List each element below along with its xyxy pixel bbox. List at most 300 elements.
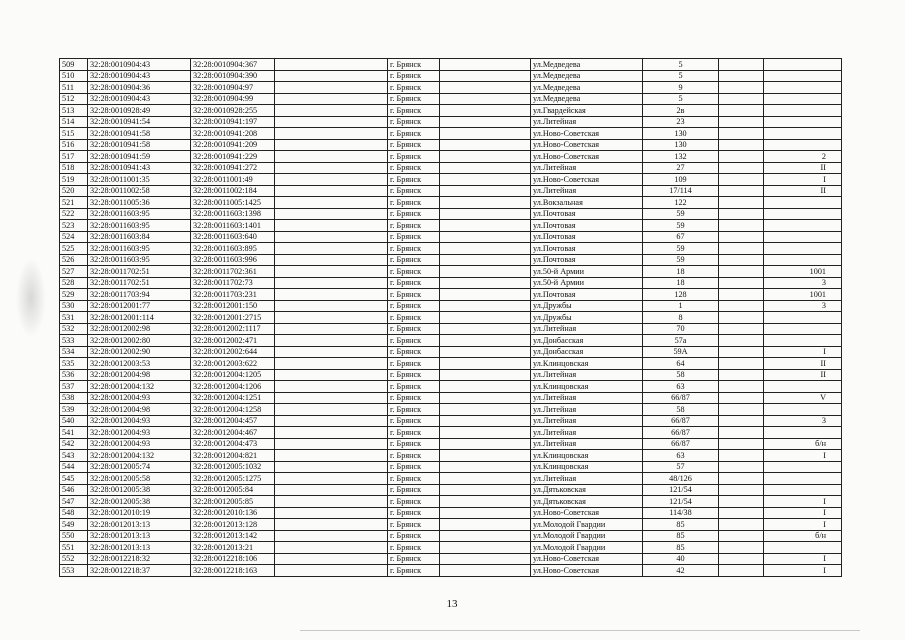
note-cell xyxy=(764,243,842,255)
street-cell: ул.Клинцовская xyxy=(531,381,643,393)
city-cell: г. Брянск xyxy=(388,139,440,151)
table-row xyxy=(60,427,842,439)
blank-column-cell xyxy=(719,507,764,519)
house-number-cell: 8 xyxy=(643,312,719,324)
house-number-cell: 59 xyxy=(643,243,719,255)
note-cell xyxy=(764,335,842,347)
row-number-cell: 528 xyxy=(60,277,88,289)
blank-column-cell xyxy=(275,323,388,335)
table-row xyxy=(60,565,842,577)
land-cadastral-number-cell: 32:28:0010941:59 xyxy=(88,151,191,163)
blank-column-cell xyxy=(440,93,531,105)
land-cadastral-number-cell: 32:28:0011603:95 xyxy=(88,220,191,232)
street-cell: ул.Дятьковская xyxy=(531,484,643,496)
blank-column-cell xyxy=(719,162,764,174)
blank-column-cell xyxy=(275,335,388,347)
street-cell: ул.Дружбы xyxy=(531,300,643,312)
note-cell: 3 xyxy=(764,415,842,427)
note-cell xyxy=(764,197,842,209)
row-number-cell: 547 xyxy=(60,496,88,508)
object-cadastral-number-cell: 32:28:0010941:197 xyxy=(191,116,275,128)
blank-column-cell xyxy=(440,404,531,416)
land-cadastral-number-cell: 32:28:0010904:36 xyxy=(88,82,191,94)
blank-column-cell xyxy=(719,519,764,531)
blank-column-cell xyxy=(719,277,764,289)
city-cell: г. Брянск xyxy=(388,519,440,531)
note-cell: II xyxy=(764,358,842,370)
note-cell: II xyxy=(764,369,842,381)
land-cadastral-number-cell: 32:28:0012005:74 xyxy=(88,461,191,473)
object-cadastral-number-cell: 32:28:0012013:21 xyxy=(191,542,275,554)
row-number-cell: 542 xyxy=(60,438,88,450)
blank-column-cell xyxy=(440,473,531,485)
blank-column-cell xyxy=(719,185,764,197)
blank-column-cell xyxy=(719,530,764,542)
land-cadastral-number-cell: 32:28:0011603:95 xyxy=(88,208,191,220)
note-cell xyxy=(764,542,842,554)
row-number-cell: 552 xyxy=(60,553,88,565)
city-cell: г. Брянск xyxy=(388,427,440,439)
object-cadastral-number-cell: 32:28:0010904:97 xyxy=(191,82,275,94)
table-row xyxy=(60,484,842,496)
note-cell: б/н xyxy=(764,438,842,450)
note-cell: II xyxy=(764,162,842,174)
city-cell: г. Брянск xyxy=(388,82,440,94)
note-cell xyxy=(764,105,842,117)
blank-column-cell xyxy=(275,519,388,531)
blank-column-cell xyxy=(275,484,388,496)
house-number-cell: 85 xyxy=(643,542,719,554)
table-row xyxy=(60,392,842,404)
city-cell: г. Брянск xyxy=(388,105,440,117)
land-cadastral-number-cell: 32:28:0012013:13 xyxy=(88,542,191,554)
table-row xyxy=(60,197,842,209)
object-cadastral-number-cell: 32:28:0012218:163 xyxy=(191,565,275,577)
note-cell xyxy=(764,116,842,128)
city-cell: г. Брянск xyxy=(388,565,440,577)
note-cell xyxy=(764,231,842,243)
note-cell: 2 xyxy=(764,151,842,163)
street-cell: ул.Гвардейская xyxy=(531,105,643,117)
blank-column-cell xyxy=(719,197,764,209)
blank-column-cell xyxy=(275,427,388,439)
city-cell: г. Брянск xyxy=(388,300,440,312)
blank-column-cell xyxy=(275,116,388,128)
note-cell xyxy=(764,208,842,220)
land-cadastral-number-cell: 32:28:0012005:58 xyxy=(88,473,191,485)
city-cell: г. Брянск xyxy=(388,507,440,519)
city-cell: г. Брянск xyxy=(388,473,440,485)
table-body xyxy=(60,59,842,577)
note-cell xyxy=(764,404,842,416)
city-cell: г. Брянск xyxy=(388,70,440,82)
house-number-cell: 63 xyxy=(643,381,719,393)
table-row xyxy=(60,266,842,278)
object-cadastral-number-cell: 32:28:0012005:1275 xyxy=(191,473,275,485)
object-cadastral-number-cell: 32:28:0012005:85 xyxy=(191,496,275,508)
blank-column-cell xyxy=(440,369,531,381)
city-cell: г. Брянск xyxy=(388,369,440,381)
object-cadastral-number-cell: 32:28:0012004:467 xyxy=(191,427,275,439)
object-cadastral-number-cell: 32:28:0012003:622 xyxy=(191,358,275,370)
house-number-cell: 42 xyxy=(643,565,719,577)
object-cadastral-number-cell: 32:28:0012004:821 xyxy=(191,450,275,462)
table-row xyxy=(60,335,842,347)
city-cell: г. Брянск xyxy=(388,530,440,542)
object-cadastral-number-cell: 32:28:0010904:99 xyxy=(191,93,275,105)
note-cell: I xyxy=(764,519,842,531)
blank-column-cell xyxy=(719,312,764,324)
blank-column-cell xyxy=(719,93,764,105)
land-cadastral-number-cell: 32:28:0012003:53 xyxy=(88,358,191,370)
house-number-cell: 70 xyxy=(643,323,719,335)
row-number-cell: 529 xyxy=(60,289,88,301)
row-number-cell: 514 xyxy=(60,116,88,128)
blank-column-cell xyxy=(440,82,531,94)
house-number-cell: 27 xyxy=(643,162,719,174)
house-number-cell: 128 xyxy=(643,289,719,301)
city-cell: г. Брянск xyxy=(388,128,440,140)
row-number-cell: 512 xyxy=(60,93,88,105)
scan-smudge xyxy=(16,258,46,338)
blank-column-cell xyxy=(719,496,764,508)
object-cadastral-number-cell: 32:28:0012004:1258 xyxy=(191,404,275,416)
row-number-cell: 551 xyxy=(60,542,88,554)
city-cell: г. Брянск xyxy=(388,346,440,358)
object-cadastral-number-cell: 32:28:0012004:457 xyxy=(191,415,275,427)
blank-column-cell xyxy=(719,484,764,496)
city-cell: г. Брянск xyxy=(388,553,440,565)
land-cadastral-number-cell: 32:28:0010941:43 xyxy=(88,162,191,174)
table-row xyxy=(60,404,842,416)
house-number-cell: 130 xyxy=(643,128,719,140)
blank-column-cell xyxy=(275,162,388,174)
blank-column-cell xyxy=(440,300,531,312)
object-cadastral-number-cell: 32:28:0012013:142 xyxy=(191,530,275,542)
street-cell: ул.Ново-Советская xyxy=(531,139,643,151)
land-cadastral-number-cell: 32:28:0010904:43 xyxy=(88,59,191,71)
row-number-cell: 539 xyxy=(60,404,88,416)
house-number-cell: 57а xyxy=(643,335,719,347)
blank-column-cell xyxy=(440,312,531,324)
city-cell: г. Брянск xyxy=(388,151,440,163)
blank-column-cell xyxy=(440,243,531,255)
note-cell xyxy=(764,473,842,485)
blank-column-cell xyxy=(440,323,531,335)
table-row xyxy=(60,139,842,151)
blank-column-cell xyxy=(719,128,764,140)
row-number-cell: 535 xyxy=(60,358,88,370)
street-cell: ул.Ново-Советская xyxy=(531,128,643,140)
land-cadastral-number-cell: 32:28:0012002:90 xyxy=(88,346,191,358)
blank-column-cell xyxy=(719,266,764,278)
house-number-cell: 48/126 xyxy=(643,473,719,485)
street-cell: ул.Литейная xyxy=(531,116,643,128)
row-number-cell: 537 xyxy=(60,381,88,393)
object-cadastral-number-cell: 32:28:0010941:272 xyxy=(191,162,275,174)
city-cell: г. Брянск xyxy=(388,243,440,255)
street-cell: ул.Почтовая xyxy=(531,220,643,232)
land-cadastral-number-cell: 32:28:0012218:32 xyxy=(88,553,191,565)
blank-column-cell xyxy=(275,530,388,542)
blank-column-cell xyxy=(719,565,764,577)
street-cell: ул.Дятьковская xyxy=(531,496,643,508)
land-cadastral-number-cell: 32:28:0012004:132 xyxy=(88,450,191,462)
house-number-cell: 57 xyxy=(643,461,719,473)
object-cadastral-number-cell: 32:28:0012004:1251 xyxy=(191,392,275,404)
house-number-cell: 5 xyxy=(643,59,719,71)
object-cadastral-number-cell: 32:28:0010941:229 xyxy=(191,151,275,163)
table-row xyxy=(60,542,842,554)
city-cell: г. Брянск xyxy=(388,392,440,404)
city-cell: г. Брянск xyxy=(388,542,440,554)
blank-column-cell xyxy=(719,392,764,404)
blank-column-cell xyxy=(275,392,388,404)
table-row xyxy=(60,231,842,243)
row-number-cell: 518 xyxy=(60,162,88,174)
street-cell: ул.Молодой Гвардии xyxy=(531,542,643,554)
page-number: 13 xyxy=(446,598,458,610)
note-cell: I xyxy=(764,507,842,519)
note-cell: I xyxy=(764,496,842,508)
street-cell: ул.Литейная xyxy=(531,404,643,416)
table-row xyxy=(60,162,842,174)
row-number-cell: 544 xyxy=(60,461,88,473)
blank-column-cell xyxy=(719,70,764,82)
blank-column-cell xyxy=(440,438,531,450)
table-row xyxy=(60,208,842,220)
note-cell xyxy=(764,323,842,335)
note-cell xyxy=(764,128,842,140)
blank-column-cell xyxy=(440,208,531,220)
blank-column-cell xyxy=(440,381,531,393)
table-row xyxy=(60,254,842,266)
note-cell: 1001 xyxy=(764,289,842,301)
street-cell: ул.Ново-Советская xyxy=(531,151,643,163)
blank-column-cell xyxy=(440,162,531,174)
object-cadastral-number-cell: 32:28:0012005:1032 xyxy=(191,461,275,473)
blank-column-cell xyxy=(440,507,531,519)
blank-column-cell xyxy=(719,300,764,312)
street-cell: ул.Литейная xyxy=(531,427,643,439)
blank-column-cell xyxy=(719,105,764,117)
house-number-cell: 85 xyxy=(643,519,719,531)
blank-column-cell xyxy=(719,381,764,393)
blank-column-cell xyxy=(440,461,531,473)
row-number-cell: 549 xyxy=(60,519,88,531)
blank-column-cell xyxy=(440,105,531,117)
city-cell: г. Брянск xyxy=(388,312,440,324)
object-cadastral-number-cell: 32:28:0012002:471 xyxy=(191,335,275,347)
city-cell: г. Брянск xyxy=(388,220,440,232)
note-cell: I xyxy=(764,553,842,565)
blank-column-cell xyxy=(440,70,531,82)
note-cell: II xyxy=(764,185,842,197)
street-cell: ул.Клинцовская xyxy=(531,358,643,370)
street-cell: ул.Литейная xyxy=(531,438,643,450)
object-cadastral-number-cell: 32:28:0011603:640 xyxy=(191,231,275,243)
table-row xyxy=(60,70,842,82)
blank-column-cell xyxy=(275,381,388,393)
object-cadastral-number-cell: 32:28:0010928:255 xyxy=(191,105,275,117)
blank-column-cell xyxy=(719,289,764,301)
house-number-cell: 17/114 xyxy=(643,185,719,197)
house-number-cell: 122 xyxy=(643,197,719,209)
land-cadastral-number-cell: 32:28:0011603:84 xyxy=(88,231,191,243)
blank-column-cell xyxy=(440,266,531,278)
blank-column-cell xyxy=(719,59,764,71)
blank-column-cell xyxy=(440,277,531,289)
city-cell: г. Брянск xyxy=(388,185,440,197)
blank-column-cell xyxy=(275,220,388,232)
city-cell: г. Брянск xyxy=(388,93,440,105)
blank-column-cell xyxy=(440,151,531,163)
table-row xyxy=(60,289,842,301)
note-cell xyxy=(764,312,842,324)
blank-column-cell xyxy=(440,484,531,496)
table-row xyxy=(60,300,842,312)
city-cell: г. Брянск xyxy=(388,461,440,473)
row-number-cell: 553 xyxy=(60,565,88,577)
street-cell: ул.Дружбы xyxy=(531,312,643,324)
blank-column-cell xyxy=(719,254,764,266)
row-number-cell: 509 xyxy=(60,59,88,71)
blank-column-cell xyxy=(275,82,388,94)
blank-column-cell xyxy=(719,461,764,473)
blank-column-cell xyxy=(275,277,388,289)
table-row xyxy=(60,312,842,324)
land-cadastral-number-cell: 32:28:0011005:36 xyxy=(88,197,191,209)
blank-column-cell xyxy=(719,335,764,347)
row-number-cell: 525 xyxy=(60,243,88,255)
row-number-cell: 541 xyxy=(60,427,88,439)
blank-column-cell xyxy=(719,450,764,462)
note-cell: I xyxy=(764,346,842,358)
land-cadastral-number-cell: 32:28:0010941:54 xyxy=(88,116,191,128)
row-number-cell: 521 xyxy=(60,197,88,209)
row-number-cell: 517 xyxy=(60,151,88,163)
row-number-cell: 527 xyxy=(60,266,88,278)
table-row xyxy=(60,82,842,94)
object-cadastral-number-cell: 32:28:0011703:231 xyxy=(191,289,275,301)
blank-column-cell xyxy=(440,254,531,266)
blank-column-cell xyxy=(719,174,764,186)
house-number-cell: 121/54 xyxy=(643,496,719,508)
blank-column-cell xyxy=(719,553,764,565)
blank-column-cell xyxy=(719,473,764,485)
street-cell: ул.Литейная xyxy=(531,323,643,335)
blank-column-cell xyxy=(440,289,531,301)
blank-column-cell xyxy=(719,231,764,243)
street-cell: ул.Почтовая xyxy=(531,243,643,255)
house-number-cell: 5 xyxy=(643,93,719,105)
blank-column-cell xyxy=(719,323,764,335)
blank-column-cell xyxy=(719,116,764,128)
blank-column-cell xyxy=(275,358,388,370)
object-cadastral-number-cell: 32:28:0012218:106 xyxy=(191,553,275,565)
row-number-cell: 526 xyxy=(60,254,88,266)
city-cell: г. Брянск xyxy=(388,381,440,393)
table-row xyxy=(60,116,842,128)
table-row xyxy=(60,519,842,531)
object-cadastral-number-cell: 32:28:0010941:208 xyxy=(191,128,275,140)
row-number-cell: 540 xyxy=(60,415,88,427)
land-cadastral-number-cell: 32:28:0011702:51 xyxy=(88,266,191,278)
object-cadastral-number-cell: 32:28:0011603:1398 xyxy=(191,208,275,220)
house-number-cell: 67 xyxy=(643,231,719,243)
city-cell: г. Брянск xyxy=(388,415,440,427)
blank-column-cell xyxy=(719,358,764,370)
house-number-cell: 59 xyxy=(643,254,719,266)
blank-column-cell xyxy=(275,105,388,117)
table-row xyxy=(60,174,842,186)
city-cell: г. Брянск xyxy=(388,404,440,416)
table-row xyxy=(60,243,842,255)
land-cadastral-number-cell: 32:28:0011703:94 xyxy=(88,289,191,301)
table-row xyxy=(60,473,842,485)
table-row xyxy=(60,358,842,370)
table-row xyxy=(60,59,842,71)
street-cell: ул.Ново-Советская xyxy=(531,565,643,577)
blank-column-cell xyxy=(275,93,388,105)
land-cadastral-number-cell: 32:28:0010928:49 xyxy=(88,105,191,117)
object-cadastral-number-cell: 32:28:0011702:73 xyxy=(191,277,275,289)
house-number-cell: 121/54 xyxy=(643,484,719,496)
city-cell: г. Брянск xyxy=(388,484,440,496)
row-number-cell: 546 xyxy=(60,484,88,496)
house-number-cell: 66/87 xyxy=(643,427,719,439)
land-cadastral-number-cell: 32:28:0012013:13 xyxy=(88,519,191,531)
house-number-cell: 23 xyxy=(643,116,719,128)
blank-column-cell xyxy=(440,128,531,140)
row-number-cell: 543 xyxy=(60,450,88,462)
city-cell: г. Брянск xyxy=(388,174,440,186)
city-cell: г. Брянск xyxy=(388,335,440,347)
house-number-cell: 18 xyxy=(643,277,719,289)
row-number-cell: 531 xyxy=(60,312,88,324)
street-cell: ул.Литейная xyxy=(531,162,643,174)
city-cell: г. Брянск xyxy=(388,277,440,289)
street-cell: ул.Почтовая xyxy=(531,208,643,220)
house-number-cell: 58 xyxy=(643,369,719,381)
land-cadastral-number-cell: 32:28:0012005:38 xyxy=(88,484,191,496)
blank-column-cell xyxy=(275,415,388,427)
scan-edge-line xyxy=(300,630,860,631)
row-number-cell: 511 xyxy=(60,82,88,94)
house-number-cell: 66/87 xyxy=(643,392,719,404)
blank-column-cell xyxy=(275,507,388,519)
street-cell: ул.Медведева xyxy=(531,93,643,105)
street-cell: ул.Литейная xyxy=(531,392,643,404)
blank-column-cell xyxy=(275,151,388,163)
blank-column-cell xyxy=(440,427,531,439)
land-cadastral-number-cell: 32:28:0012004:93 xyxy=(88,415,191,427)
object-cadastral-number-cell: 32:28:0012005:84 xyxy=(191,484,275,496)
blank-column-cell xyxy=(275,473,388,485)
note-cell xyxy=(764,427,842,439)
land-cadastral-number-cell: 32:28:0012004:93 xyxy=(88,392,191,404)
note-cell: I xyxy=(764,565,842,577)
blank-column-cell xyxy=(275,197,388,209)
table-row xyxy=(60,93,842,105)
note-cell xyxy=(764,70,842,82)
street-cell: ул.Донбасская xyxy=(531,335,643,347)
house-number-cell: 59 xyxy=(643,220,719,232)
row-number-cell: 516 xyxy=(60,139,88,151)
house-number-cell: 18 xyxy=(643,266,719,278)
blank-column-cell xyxy=(275,185,388,197)
blank-column-cell xyxy=(719,208,764,220)
